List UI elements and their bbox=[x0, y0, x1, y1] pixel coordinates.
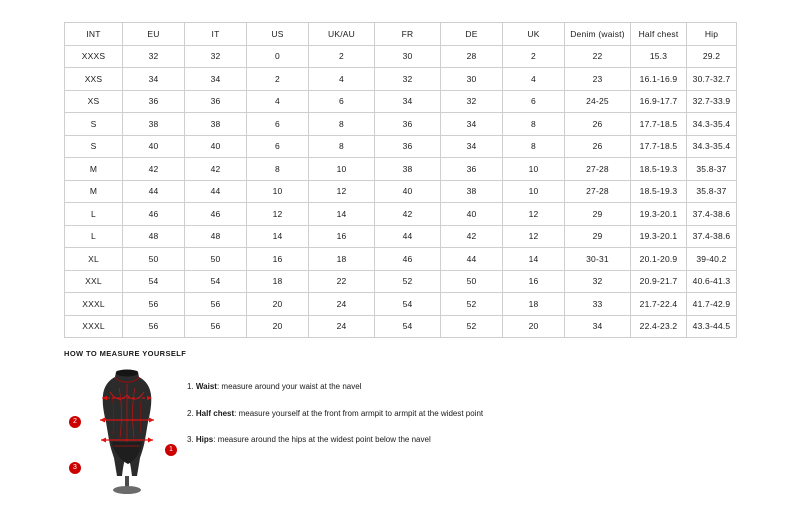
cell-denim-waist: 24-25 bbox=[565, 90, 631, 113]
column-header-de: DE bbox=[441, 23, 503, 46]
cell-hip: 43.3-44.5 bbox=[687, 315, 737, 338]
instruction-waist-term: Waist bbox=[195, 382, 217, 391]
column-header-half-chest: Half chest bbox=[631, 23, 687, 46]
instruction-half-chest bbox=[187, 409, 483, 419]
column-header-int: INT bbox=[65, 23, 123, 46]
cell-us: 16 bbox=[247, 248, 309, 271]
cell-uk-au: 14 bbox=[309, 203, 375, 226]
cell-us: 18 bbox=[247, 270, 309, 293]
cell-it: 56 bbox=[185, 315, 247, 338]
cell-us: 10 bbox=[247, 180, 309, 203]
cell-eu: 48 bbox=[123, 225, 185, 248]
cell-de: 52 bbox=[441, 293, 503, 316]
cell-uk: 20 bbox=[503, 315, 565, 338]
cell-denim-waist: 22 bbox=[565, 45, 631, 68]
cell-half-chest: 18.5-19.3 bbox=[631, 158, 687, 181]
cell-uk: 12 bbox=[503, 203, 565, 226]
cell-hip: 41.7-42.9 bbox=[687, 293, 737, 316]
cell-fr: 46 bbox=[375, 248, 441, 271]
cell-half-chest: 21.7-22.4 bbox=[631, 293, 687, 316]
cell-fr: 34 bbox=[375, 90, 441, 113]
cell-denim-waist: 29 bbox=[565, 203, 631, 226]
cell-denim-waist: 26 bbox=[565, 135, 631, 158]
cell-denim-waist: 23 bbox=[565, 68, 631, 91]
table-row bbox=[65, 248, 737, 271]
cell-fr: 42 bbox=[375, 203, 441, 226]
size-table-container bbox=[64, 22, 736, 338]
table-row bbox=[65, 293, 737, 316]
cell-hip: 40.6-41.3 bbox=[687, 270, 737, 293]
cell-us: 6 bbox=[247, 113, 309, 136]
table-row bbox=[65, 225, 737, 248]
cell-half-chest: 19.3-20.1 bbox=[631, 203, 687, 226]
cell-denim-waist: 27-28 bbox=[565, 158, 631, 181]
column-header-uk-au: UK/AU bbox=[309, 23, 375, 46]
cell-uk-au: 2 bbox=[309, 45, 375, 68]
cell-uk-au: 12 bbox=[309, 180, 375, 203]
instruction-waist-text: : measure around your waist at the navel bbox=[216, 382, 362, 391]
cell-eu: 36 bbox=[123, 90, 185, 113]
cell-de: 28 bbox=[441, 45, 503, 68]
table-row bbox=[65, 90, 737, 113]
cell-int: S bbox=[65, 135, 123, 158]
cell-denim-waist: 32 bbox=[565, 270, 631, 293]
cell-eu: 44 bbox=[123, 180, 185, 203]
column-header-eu: EU bbox=[123, 23, 185, 46]
cell-int: XXXS bbox=[65, 45, 123, 68]
instruction-hips-term: Hips bbox=[195, 435, 214, 445]
cell-us: 20 bbox=[247, 293, 309, 316]
cell-half-chest: 20.1-20.9 bbox=[631, 248, 687, 271]
cell-hip: 34.3-35.4 bbox=[687, 135, 737, 158]
table-row bbox=[65, 203, 737, 226]
how-to-measure-body bbox=[64, 368, 764, 498]
cell-uk: 18 bbox=[503, 293, 565, 316]
cell-hip: 30.7-32.7 bbox=[687, 68, 737, 91]
cell-eu: 54 bbox=[123, 270, 185, 293]
cell-denim-waist: 34 bbox=[565, 315, 631, 338]
cell-hip: 29.2 bbox=[687, 45, 737, 68]
column-header-us: US bbox=[247, 23, 309, 46]
cell-fr: 52 bbox=[375, 270, 441, 293]
cell-uk: 6 bbox=[503, 90, 565, 113]
cell-uk-au: 18 bbox=[309, 248, 375, 271]
cell-denim-waist: 33 bbox=[565, 293, 631, 316]
cell-uk: 4 bbox=[503, 68, 565, 91]
cell-uk-au: 24 bbox=[309, 293, 375, 316]
cell-int: L bbox=[65, 225, 123, 248]
marker-2: 2 bbox=[69, 416, 81, 428]
cell-int: XXXL bbox=[65, 315, 123, 338]
cell-uk: 8 bbox=[503, 135, 565, 158]
cell-uk-au: 4 bbox=[309, 68, 375, 91]
cell-de: 38 bbox=[441, 180, 503, 203]
cell-us: 0 bbox=[247, 45, 309, 68]
cell-uk: 14 bbox=[503, 248, 565, 271]
cell-it: 50 bbox=[185, 248, 247, 271]
cell-de: 34 bbox=[441, 135, 503, 158]
cell-de: 52 bbox=[441, 315, 503, 338]
cell-half-chest: 19.3-20.1 bbox=[631, 225, 687, 248]
table-row bbox=[65, 113, 737, 136]
cell-us: 12 bbox=[247, 203, 309, 226]
cell-int: XXS bbox=[65, 68, 123, 91]
marker-1: 1 bbox=[165, 444, 177, 456]
cell-int: S bbox=[65, 113, 123, 136]
cell-uk: 2 bbox=[503, 45, 565, 68]
measure-instructions bbox=[187, 368, 483, 462]
instruction-hips-number: 3. bbox=[187, 435, 194, 445]
cell-it: 34 bbox=[185, 68, 247, 91]
cell-it: 56 bbox=[185, 293, 247, 316]
cell-fr: 32 bbox=[375, 68, 441, 91]
instruction-half-chest-term: Half chest bbox=[195, 408, 235, 418]
table-row bbox=[65, 135, 737, 158]
cell-eu: 40 bbox=[123, 135, 185, 158]
cell-de: 44 bbox=[441, 248, 503, 271]
how-to-measure-title: HOW TO MEASURE YOURSELF bbox=[64, 349, 187, 358]
cell-uk: 12 bbox=[503, 225, 565, 248]
cell-denim-waist: 26 bbox=[565, 113, 631, 136]
cell-fr: 40 bbox=[375, 180, 441, 203]
cell-eu: 50 bbox=[123, 248, 185, 271]
instruction-half-chest-text: : measure yourself at the front from armpit to armpit at the widest point bbox=[234, 408, 484, 418]
instruction-hips-text: : measure around the hips at the widest point below the navel bbox=[213, 435, 431, 445]
marker-3: 3 bbox=[69, 462, 81, 474]
cell-half-chest: 17.7-18.5 bbox=[631, 135, 687, 158]
table-row bbox=[65, 270, 737, 293]
cell-half-chest: 18.5-19.3 bbox=[631, 180, 687, 203]
cell-it: 48 bbox=[185, 225, 247, 248]
column-header-hip: Hip bbox=[687, 23, 737, 46]
cell-de: 30 bbox=[441, 68, 503, 91]
table-row bbox=[65, 68, 737, 91]
cell-uk-au: 8 bbox=[309, 113, 375, 136]
instruction-half-chest-number: 2. bbox=[187, 408, 194, 418]
cell-int: XS bbox=[65, 90, 123, 113]
cell-denim-waist: 30-31 bbox=[565, 248, 631, 271]
cell-uk-au: 6 bbox=[309, 90, 375, 113]
instruction-waist-number: 1. bbox=[187, 382, 194, 391]
cell-eu: 56 bbox=[123, 315, 185, 338]
cell-it: 38 bbox=[185, 113, 247, 136]
cell-int: L bbox=[65, 203, 123, 226]
cell-it: 44 bbox=[185, 180, 247, 203]
cell-de: 32 bbox=[441, 90, 503, 113]
cell-denim-waist: 27-28 bbox=[565, 180, 631, 203]
cell-fr: 36 bbox=[375, 113, 441, 136]
cell-hip: 35.8-37 bbox=[687, 158, 737, 181]
cell-int: M bbox=[65, 158, 123, 181]
cell-half-chest: 16.9-17.7 bbox=[631, 90, 687, 113]
cell-de: 36 bbox=[441, 158, 503, 181]
table-header-row bbox=[65, 23, 737, 46]
cell-uk-au: 16 bbox=[309, 225, 375, 248]
cell-uk-au: 10 bbox=[309, 158, 375, 181]
cell-de: 42 bbox=[441, 225, 503, 248]
cell-it: 42 bbox=[185, 158, 247, 181]
cell-it: 46 bbox=[185, 203, 247, 226]
column-header-denim-waist: Denim (waist) bbox=[565, 23, 631, 46]
cell-eu: 56 bbox=[123, 293, 185, 316]
size-conversion-table bbox=[64, 22, 737, 338]
mannequin-figure-container bbox=[64, 368, 179, 498]
column-header-uk: UK bbox=[503, 23, 565, 46]
cell-int: XL bbox=[65, 248, 123, 271]
instruction-waist bbox=[187, 382, 483, 392]
cell-hip: 34.3-35.4 bbox=[687, 113, 737, 136]
cell-hip: 35.8-37 bbox=[687, 180, 737, 203]
table-row bbox=[65, 315, 737, 338]
cell-fr: 30 bbox=[375, 45, 441, 68]
cell-eu: 32 bbox=[123, 45, 185, 68]
cell-fr: 36 bbox=[375, 135, 441, 158]
cell-denim-waist: 29 bbox=[565, 225, 631, 248]
cell-hip: 37.4-38.6 bbox=[687, 203, 737, 226]
cell-it: 54 bbox=[185, 270, 247, 293]
cell-eu: 42 bbox=[123, 158, 185, 181]
cell-uk-au: 8 bbox=[309, 135, 375, 158]
cell-fr: 54 bbox=[375, 293, 441, 316]
table-row bbox=[65, 45, 737, 68]
cell-uk-au: 22 bbox=[309, 270, 375, 293]
cell-de: 34 bbox=[441, 113, 503, 136]
how-to-measure-section bbox=[64, 349, 764, 498]
cell-it: 40 bbox=[185, 135, 247, 158]
cell-uk-au: 24 bbox=[309, 315, 375, 338]
cell-half-chest: 16.1-16.9 bbox=[631, 68, 687, 91]
cell-int: XXXL bbox=[65, 293, 123, 316]
cell-us: 20 bbox=[247, 315, 309, 338]
cell-eu: 34 bbox=[123, 68, 185, 91]
cell-fr: 38 bbox=[375, 158, 441, 181]
cell-fr: 54 bbox=[375, 315, 441, 338]
cell-half-chest: 15.3 bbox=[631, 45, 687, 68]
cell-de: 40 bbox=[441, 203, 503, 226]
cell-de: 50 bbox=[441, 270, 503, 293]
cell-it: 36 bbox=[185, 90, 247, 113]
cell-eu: 38 bbox=[123, 113, 185, 136]
cell-fr: 44 bbox=[375, 225, 441, 248]
cell-uk: 8 bbox=[503, 113, 565, 136]
cell-hip: 32.7-33.9 bbox=[687, 90, 737, 113]
cell-hip: 39-40.2 bbox=[687, 248, 737, 271]
cell-int: XXL bbox=[65, 270, 123, 293]
cell-us: 6 bbox=[247, 135, 309, 158]
table-row bbox=[65, 158, 737, 181]
cell-it: 32 bbox=[185, 45, 247, 68]
cell-half-chest: 20.9-21.7 bbox=[631, 270, 687, 293]
cell-eu: 46 bbox=[123, 203, 185, 226]
mannequin-illustration bbox=[92, 368, 162, 496]
column-header-it: IT bbox=[185, 23, 247, 46]
cell-uk: 10 bbox=[503, 180, 565, 203]
cell-us: 4 bbox=[247, 90, 309, 113]
table-row bbox=[65, 180, 737, 203]
cell-int: M bbox=[65, 180, 123, 203]
cell-half-chest: 22.4-23.2 bbox=[631, 315, 687, 338]
cell-hip: 37.4-38.6 bbox=[687, 225, 737, 248]
cell-us: 14 bbox=[247, 225, 309, 248]
cell-half-chest: 17.7-18.5 bbox=[631, 113, 687, 136]
cell-uk: 10 bbox=[503, 158, 565, 181]
cell-us: 2 bbox=[247, 68, 309, 91]
instruction-hips bbox=[187, 435, 483, 445]
column-header-fr: FR bbox=[375, 23, 441, 46]
cell-us: 8 bbox=[247, 158, 309, 181]
cell-uk: 16 bbox=[503, 270, 565, 293]
